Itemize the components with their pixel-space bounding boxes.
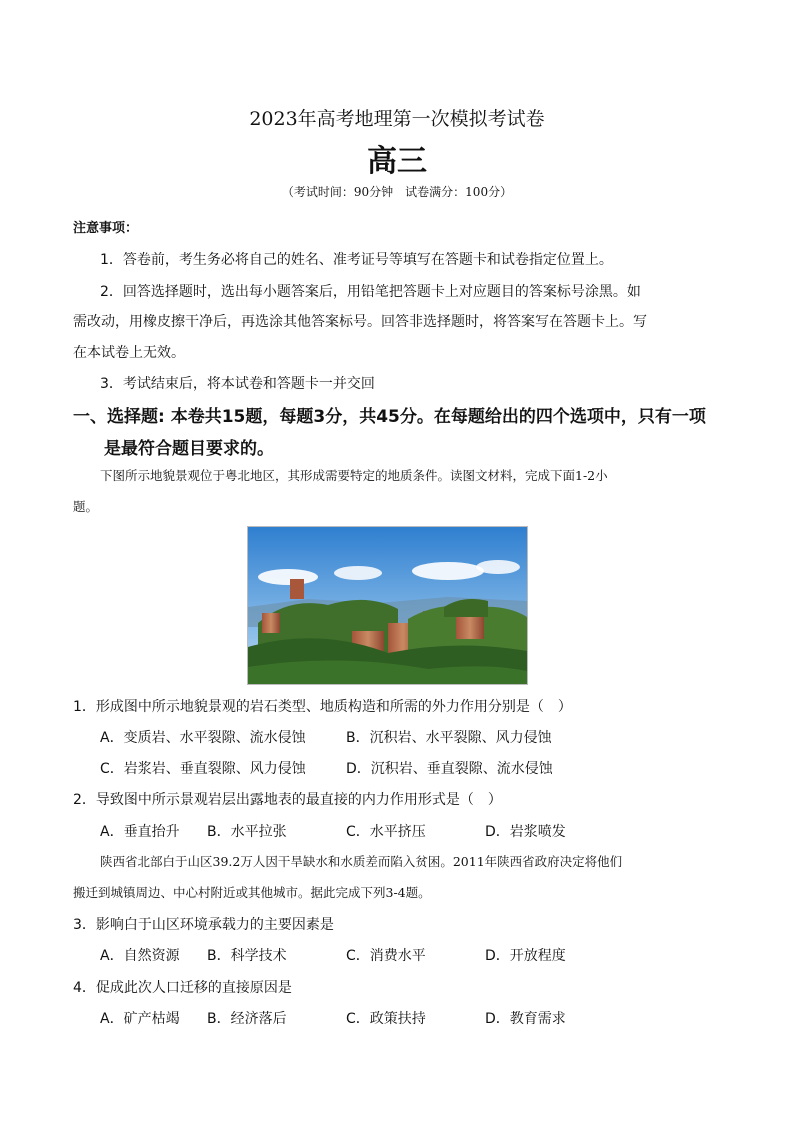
question-2-stem: 2．导致图中所示景观岩层出露地表的最直接的内力作用形式是（ ） (73, 792, 502, 808)
danxia-landform-photo (247, 526, 528, 685)
question-3-option-d[interactable]: D．开放程度 (485, 948, 566, 964)
material-intro-line-1: 下图所示地貌景观位于粤北地区，其形成需要特定的地质条件。读图文材料，完成下面1-2小 (100, 468, 608, 483)
question-2-option-c[interactable]: C．水平挤压 (346, 824, 426, 840)
material-2-line-1: 陕西省北部白于山区39.2万人因干旱缺水和水质差而陷入贫困。2011年陕西省政府决定将他们 (100, 854, 623, 869)
question-2-option-d[interactable]: D．岩浆喷发 (485, 824, 566, 840)
question-4-option-c[interactable]: C．政策扶持 (346, 1011, 426, 1027)
exam-title: 2023年高考地理第一次模拟考试卷 (249, 108, 545, 130)
notice-item-1: 1．答卷前，考生务必将自己的姓名、准考证号等填写在答题卡和试卷指定位置上。 (100, 252, 613, 268)
question-2-option-b[interactable]: B．水平拉张 (207, 824, 287, 840)
notice-item-2-line-1: 2．回答选择题时，选出每小题答案后，用铅笔把答题卡上对应题目的答案标号涂黑。如 (100, 284, 641, 300)
question-2-option-a[interactable]: A．垂直抬升 (100, 824, 180, 840)
question-1-option-a[interactable]: A．变质岩、水平裂隙、流水侵蚀 (100, 730, 306, 746)
question-4-option-b[interactable]: B．经济落后 (207, 1011, 287, 1027)
material-intro-line-2: 题。 (73, 499, 99, 514)
question-1-option-b[interactable]: B．沉积岩、水平裂隙、风力侵蚀 (346, 730, 552, 746)
section-heading-line-2: 是最符合题目要求的。 (104, 439, 274, 459)
question-3-option-b[interactable]: B．科学技术 (207, 948, 287, 964)
exam-duration: （考试时间：90分钟 试卷满分：100分） (281, 185, 513, 199)
question-3-option-a[interactable]: A．自然资源 (100, 948, 180, 964)
notice-title: 注意事项： (73, 221, 139, 236)
question-1-stem: 1．形成图中所示地貌景观的岩石类型、地质构造和所需的外力作用分别是（ ） (73, 699, 572, 715)
section-heading-line-1: 一、选择题: 本卷共15题，每题3分，共45分。在每题给出的四个选项中，只有一项 (73, 407, 706, 427)
grade-title: 高三 (367, 144, 427, 179)
question-3-option-c[interactable]: C．消费水平 (346, 948, 426, 964)
question-4-option-d[interactable]: D．教育需求 (485, 1011, 566, 1027)
question-1-option-d[interactable]: D．沉积岩、垂直裂隙、流水侵蚀 (346, 761, 553, 777)
material-2-line-2: 搬迁到城镇周边、中心村附近或其他城市。据此完成下列3-4题。 (73, 885, 431, 900)
notice-item-2-line-3: 在本试卷上无效。 (73, 345, 185, 361)
question-1-option-c[interactable]: C．岩浆岩、垂直裂隙、风力侵蚀 (100, 761, 306, 777)
question-4-option-a[interactable]: A．矿产枯竭 (100, 1011, 180, 1027)
notice-item-2-line-2: 需改动，用橡皮擦干净后，再选涂其他答案标号。回答非选择题时，将答案写在答题卡上。写 (73, 314, 647, 330)
notice-item-3: 3．考试结束后，将本试卷和答题卡一并交回 (100, 376, 375, 392)
question-3-stem: 3．影响白于山区环境承载力的主要因素是 (73, 917, 334, 933)
question-4-stem: 4．促成此次人口迁移的直接原因是 (73, 980, 292, 996)
